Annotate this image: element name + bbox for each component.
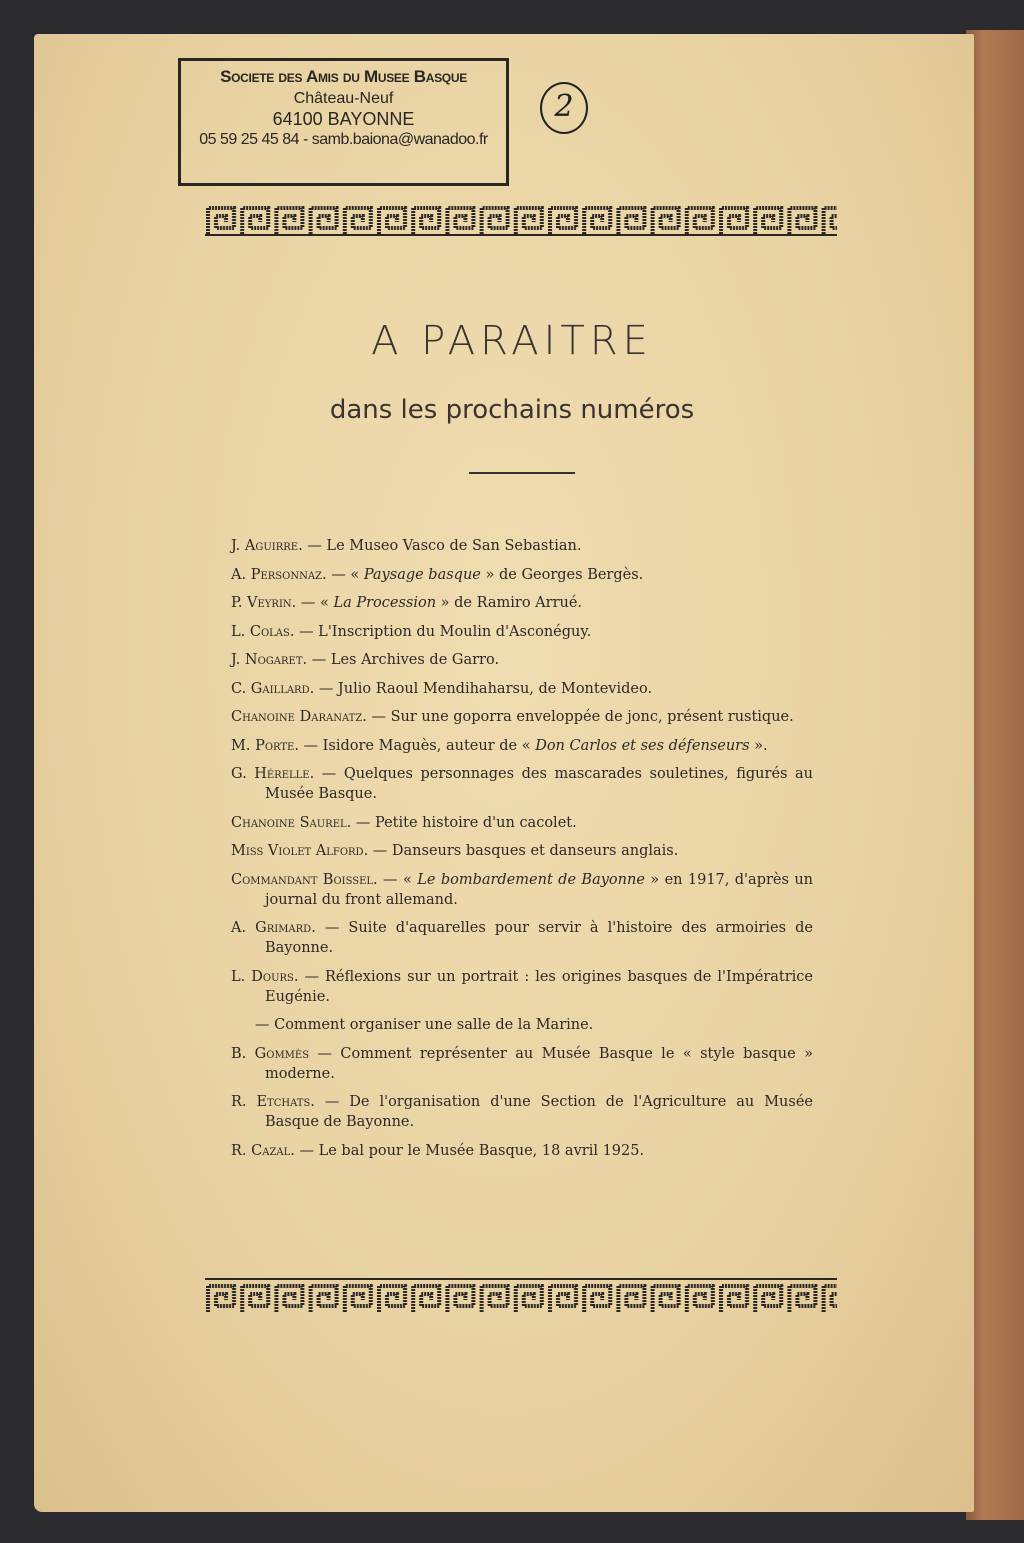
entry-text: — Suite d'aquarelles pour servir à l'histoire des armoiries de Bayonne. <box>265 920 813 956</box>
entry-text: — Sur une goporra enveloppée de jonc, présent rustique. <box>366 709 794 725</box>
list-item <box>231 918 813 958</box>
entry-text: — « <box>296 595 334 611</box>
entry-text: — « <box>326 566 364 583</box>
list-item <box>231 841 813 861</box>
entry-text: — Comment représenter au Musée Basque le « style basque » moderne. <box>265 1045 813 1082</box>
entry-text: — Réflexions sur un portrait : les origines basques de l'Impératrice Eugénie. <box>265 968 813 1005</box>
entry-text: — De l'organisation d'une Section de l'Agriculture au Musée Basque de Bayonne. <box>265 1094 813 1130</box>
entry-author: R. Etchats. <box>231 1094 315 1110</box>
handwritten-page-number: 2 <box>540 82 588 134</box>
entry-text: — Petite histoire d'un cacolet. <box>351 814 577 831</box>
entry-work-title: La Procession <box>333 595 437 611</box>
entry-text: » en 1917, d'après un journal du front allemand. <box>265 871 813 908</box>
entry-author: L. Colas. <box>231 623 295 640</box>
entry-text: — « <box>377 871 418 888</box>
greek-key-border-top <box>205 200 837 236</box>
entry-author: L. Dours. <box>231 968 299 985</box>
entry-text: ». <box>749 737 768 754</box>
list-item <box>231 1044 813 1084</box>
entry-author: A. Personnaz. <box>231 566 327 583</box>
greek-key-border-bottom <box>205 1278 837 1320</box>
entry-author: P. Veyrin. <box>231 595 297 611</box>
entry-author: Miss Violet Alford. <box>231 843 369 859</box>
entry-text: » de Ramiro Arrué. <box>436 595 583 611</box>
entry-author: J. Nogaret. <box>231 652 308 668</box>
divider-rule <box>469 472 575 474</box>
list-item <box>231 536 813 556</box>
entry-text: — Le bal pour le Musée Basque, 18 avril 1925. <box>294 1142 645 1159</box>
entry-author: G. Hérelle. <box>231 766 315 782</box>
entry-author: B. Gommès <box>231 1045 310 1062</box>
entry-text: — Comment organiser une salle de la Marine. <box>255 1017 594 1033</box>
entry-author: J. Aguirre. <box>231 538 303 554</box>
entry-author: R. Cazal. <box>231 1142 295 1159</box>
entry-author: M. Porte. <box>231 737 299 754</box>
stamp-city: 64100 BAYONNE <box>272 109 415 129</box>
list-item <box>231 1092 813 1132</box>
stamp-org: Societe des Amis du Musee Basque <box>220 67 467 86</box>
entry-text: — Julio Raoul Mendihaharsu, de Montevideo. <box>314 680 653 697</box>
list-item <box>231 679 813 699</box>
list-item <box>231 764 813 804</box>
entry-author: Chanoine Daranatz. <box>231 709 367 725</box>
entry-text: — Quelques personnages des mascarades souletines, figurés au Musée Basque. <box>265 766 814 802</box>
list-item <box>231 565 813 585</box>
list-item <box>231 870 813 910</box>
entry-author: A. Grimard. <box>231 920 316 936</box>
list-item <box>231 736 813 756</box>
list-item <box>231 593 813 613</box>
back-cover-edge <box>966 30 1024 1520</box>
list-item <box>231 967 813 1007</box>
page-subtitle: dans les prochains numéros <box>329 395 695 425</box>
article-list <box>231 536 813 1169</box>
stamp-contact: 05 59 25 45 84 - samb.baiona@wanadoo.fr <box>199 131 488 148</box>
list-item <box>231 1141 813 1161</box>
list-item <box>231 650 813 670</box>
entry-author: Commandant Boissel. <box>231 871 378 888</box>
entry-text: — Isidore Maguès, auteur de « <box>298 737 536 754</box>
list-item <box>231 813 813 833</box>
list-item <box>231 707 813 727</box>
entry-author: Chanoine Saurel. <box>231 814 352 831</box>
page-title: A PARAITRE <box>371 318 653 364</box>
entry-text: — L'Inscription du Moulin d'Asconéguy. <box>294 623 592 640</box>
entry-author: C. Gaillard. <box>231 680 315 697</box>
stamp-address: Château-Neuf <box>293 90 394 107</box>
entry-text: — Les Archives de Garro. <box>307 652 500 668</box>
list-item <box>231 622 813 642</box>
entry-work-title: Paysage basque <box>363 566 481 583</box>
entry-text: » de Georges Bergès. <box>480 566 644 583</box>
library-stamp <box>178 58 509 186</box>
entry-text: — Danseurs basques et danseurs anglais. <box>368 843 679 859</box>
entry-work-title: Don Carlos et ses défenseurs <box>535 737 750 754</box>
entry-work-title: Le bombardement de Bayonne <box>417 871 645 888</box>
entry-text: — Le Museo Vasco de San Sebastian. <box>302 538 582 554</box>
list-item <box>231 1015 813 1035</box>
